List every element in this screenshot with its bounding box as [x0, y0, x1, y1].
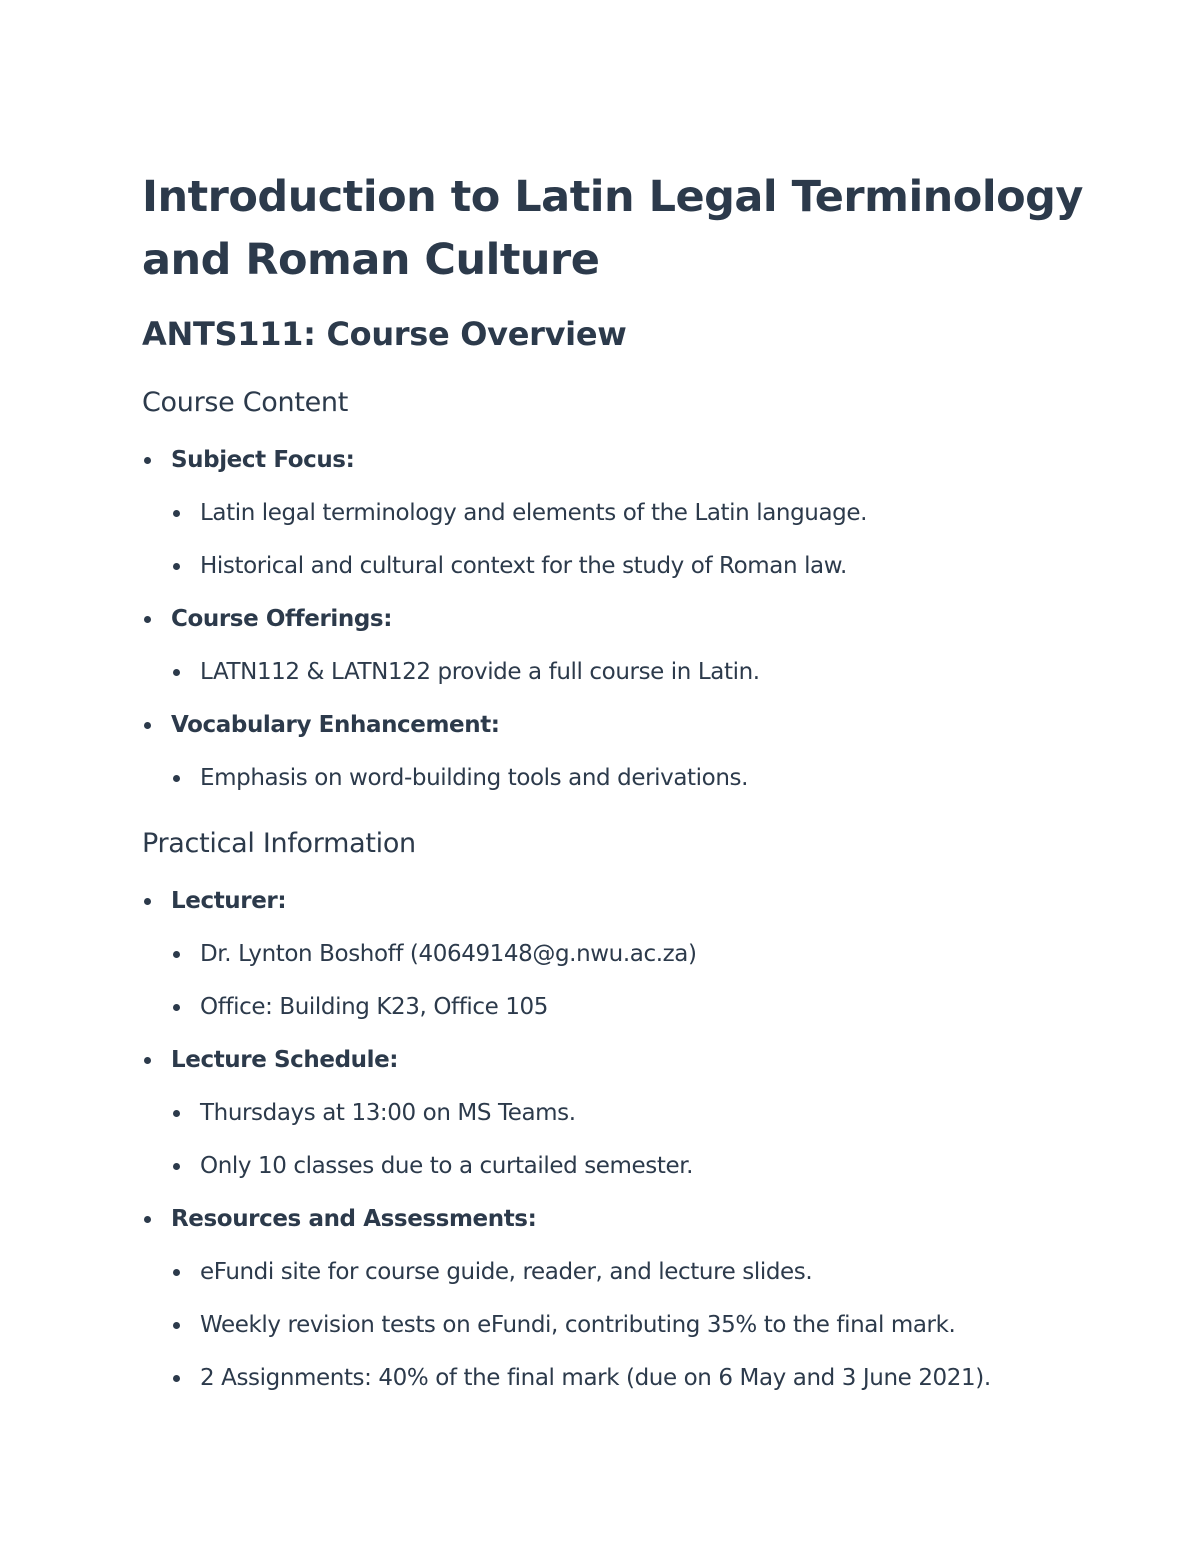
- topic-label: Resources and Assessments:: [142, 1193, 1102, 1246]
- list-item: eFundi site for course guide, reader, and lecture slides.: [142, 1246, 1102, 1299]
- section-practical-information: [142, 827, 1102, 1405]
- document-title: [142, 166, 1102, 292]
- bullet-icon: [173, 1375, 180, 1382]
- list-item: [142, 1193, 1102, 1405]
- section-heading: Practical Information: [142, 828, 416, 859]
- bullet-icon: [144, 898, 151, 905]
- topic-label: Vocabulary Enhancement:: [142, 699, 1102, 752]
- list-item: Office: Building K23, Office 105: [142, 981, 1102, 1034]
- topic-label: Lecture Schedule:: [142, 1034, 1102, 1087]
- list-item: Historical and cultural context for the study of Roman law.: [142, 540, 1102, 593]
- section-course-content: [142, 386, 1102, 805]
- bullet-icon: [173, 1110, 180, 1117]
- topic-list: [142, 875, 1102, 1405]
- document-subtitle: ANTS111: Course Overview: [142, 315, 627, 353]
- list-item: Weekly revision tests on eFundi, contributing 35% to the final mark.: [142, 1299, 1102, 1352]
- list-item: Emphasis on word-building tools and derivations.: [142, 752, 1102, 805]
- list-item: LATN112 & LATN122 provide a full course in Latin.: [142, 646, 1102, 699]
- list-item: [142, 434, 1102, 593]
- list-item: [142, 699, 1102, 805]
- list-item: Dr. Lynton Boshoff (40649148@g.nwu.ac.za): [142, 928, 1102, 981]
- list-item: Latin legal terminology and elements of the Latin language.: [142, 487, 1102, 540]
- list-item: [142, 593, 1102, 699]
- bullet-icon: [173, 1163, 180, 1170]
- bullet-icon: [173, 1004, 180, 1011]
- bullet-icon: [144, 1216, 151, 1223]
- title-line-2: and Roman Culture: [142, 235, 600, 285]
- bullet-icon: [144, 1057, 151, 1064]
- topic-list: [142, 434, 1102, 805]
- bullet-icon: [173, 510, 180, 517]
- bullet-icon: [173, 775, 180, 782]
- section-heading: Course Content: [142, 387, 349, 418]
- list-item: 2 Assignments: 40% of the final mark (due on 6 May and 3 June 2021).: [142, 1352, 1102, 1405]
- list-item: Thursdays at 13:00 on MS Teams.: [142, 1087, 1102, 1140]
- subtopic-list: [142, 646, 1102, 699]
- bullet-icon: [144, 457, 151, 464]
- document-page: [142, 166, 1102, 1405]
- title-line-1: Introduction to Latin Legal Terminology: [142, 172, 1083, 222]
- bullet-icon: [173, 563, 180, 570]
- subtopic-list: [142, 1087, 1102, 1193]
- list-item: [142, 875, 1102, 1034]
- list-item: [142, 1034, 1102, 1193]
- bullet-icon: [173, 1269, 180, 1276]
- bullet-icon: [144, 722, 151, 729]
- topic-label: Subject Focus:: [142, 434, 1102, 487]
- subtopic-list: [142, 1246, 1102, 1405]
- topic-label: Course Offerings:: [142, 593, 1102, 646]
- bullet-icon: [173, 1322, 180, 1329]
- bullet-icon: [173, 951, 180, 958]
- bullet-icon: [144, 616, 151, 623]
- bullet-icon: [173, 669, 180, 676]
- subtopic-list: [142, 752, 1102, 805]
- subtopic-list: [142, 487, 1102, 593]
- subtopic-list: [142, 928, 1102, 1034]
- list-item: Only 10 classes due to a curtailed semester.: [142, 1140, 1102, 1193]
- topic-label: Lecturer:: [142, 875, 1102, 928]
